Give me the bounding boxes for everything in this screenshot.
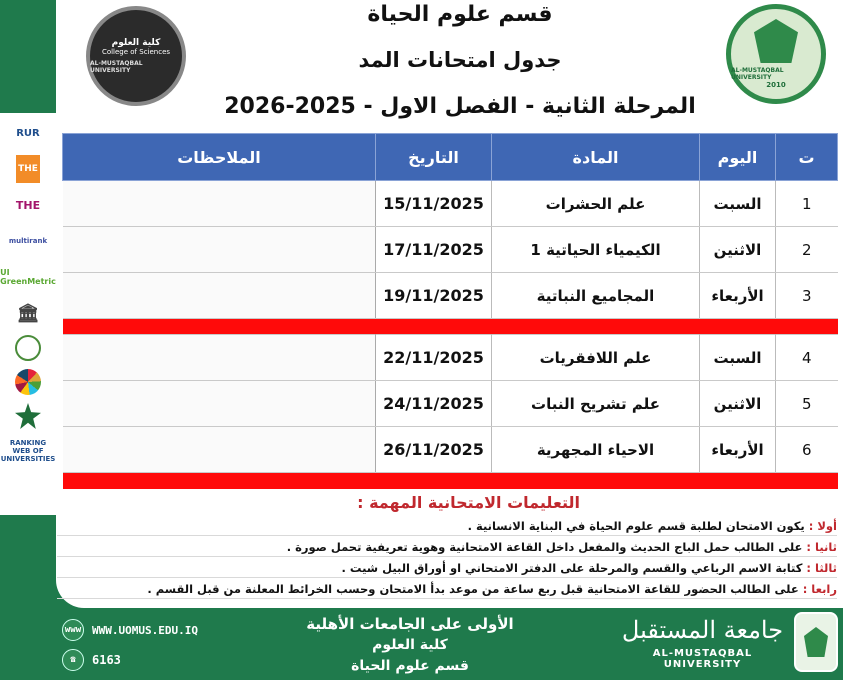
- row-num: 5: [776, 381, 838, 427]
- row-notes: [63, 335, 376, 381]
- instruction-text: كتابة الاسم الرباعي والقسم والمرحلة على الدفتر الامتحاني او أوراق البيل شيت .: [341, 561, 803, 575]
- seal-emblem-icon: [754, 19, 798, 63]
- greenmetric-logo: UI GreenMetric: [0, 268, 56, 286]
- row-subject: الاحياء المجهرية: [492, 427, 700, 473]
- ranking-web-logo: RANKING WEB OF UNIVERSITIES: [0, 439, 56, 463]
- wreath-logo-icon: [15, 335, 41, 361]
- header-day: اليوم: [700, 134, 776, 181]
- phone-text: 6163: [92, 653, 121, 667]
- row-day: الأربعاء: [700, 427, 776, 473]
- rur-logo: RUR: [16, 127, 40, 139]
- sdg-wheel-icon: [15, 369, 41, 395]
- instruction-item: [57, 517, 837, 536]
- row-subject: علم تشريح النبات: [492, 381, 700, 427]
- logo-right-ring: AL-MUSTAQBAL UNIVERSITY: [731, 67, 784, 81]
- website-text: WWW.UOMUS.EDU.IQ: [92, 623, 198, 637]
- row-num: 3: [776, 273, 838, 319]
- logo-left-ring: AL-MUSTAQBAL UNIVERSITY: [90, 60, 143, 74]
- row-day: السبت: [700, 181, 776, 227]
- globe-icon: www: [62, 619, 84, 641]
- row-subject: علم الحشرات: [492, 181, 700, 227]
- phone-icon: ☎: [62, 649, 84, 671]
- the-logo: THE: [16, 155, 40, 183]
- footer-motto: الأولى على الجامعات الأهلية: [306, 615, 514, 633]
- row-notes: [63, 181, 376, 227]
- table-header-row: [63, 134, 838, 181]
- brand-english: AL-MUSTAQBAL UNIVERSITY: [652, 648, 753, 670]
- row-date: 15/11/2025: [376, 181, 492, 227]
- separator-cell: [63, 473, 838, 489]
- week-separator-bar: [63, 473, 838, 489]
- row-subject: الكيمياء الحياتية 1: [492, 227, 700, 273]
- header-notes: الملاحظات: [63, 134, 376, 181]
- instruction-text: على الطالب الحضور للقاعة الامتحانية قبل ربع ساعة من موعد بدأ الامتحان وحسب الخرائط المعلنة من قبل القسم .: [147, 582, 799, 596]
- row-notes: [63, 227, 376, 273]
- header-subject: المادة: [492, 134, 700, 181]
- footer-website: [62, 618, 198, 642]
- header-num: ت: [776, 134, 838, 181]
- brand-arabic: جامعة المستقبل: [621, 616, 784, 644]
- instruction-lead: أولا :: [808, 519, 837, 533]
- footer-center-text: [280, 614, 540, 677]
- instruction-text: يكون الامتحان لطلبة قسم علوم الحياة في البناية الانسانية .: [467, 519, 805, 533]
- footer-brand: [615, 612, 790, 670]
- footer-college: كلية العلوم: [372, 637, 448, 653]
- logo-left-line2: College of Sciences: [101, 48, 171, 56]
- row-day: الاثنين: [700, 227, 776, 273]
- row-date: 22/11/2025: [376, 335, 492, 381]
- footer-phone: [62, 648, 121, 672]
- university-seal-logo: [726, 4, 826, 104]
- arab-federation-logo-icon: [15, 403, 41, 429]
- department-title: قسم علوم الحياة: [367, 2, 553, 27]
- stage-semester-title: المرحلة الثانية - الفصل الاول - 2025-2026: [224, 94, 696, 119]
- table-row: [63, 181, 838, 227]
- row-num: 6: [776, 427, 838, 473]
- week-separator-bar: [63, 319, 838, 335]
- row-day: الأربعاء: [700, 273, 776, 319]
- footer-department: قسم علوم الحياة: [351, 658, 469, 674]
- multirank-logo: multirank: [8, 237, 48, 245]
- row-day: السبت: [700, 335, 776, 381]
- pillar-icon: 🏛: [16, 302, 40, 324]
- footer-seal-emblem-icon: [804, 627, 828, 657]
- footer-seal-logo: [794, 612, 838, 672]
- exam-schedule-table: [62, 133, 838, 489]
- table-row: [63, 335, 838, 381]
- row-notes: [63, 273, 376, 319]
- the-impact-logo: THE: [15, 198, 41, 212]
- table-row: [63, 381, 838, 427]
- rankings-sidebar: [0, 113, 56, 515]
- row-num: 1: [776, 181, 838, 227]
- instruction-lead: رابعا :: [802, 582, 837, 596]
- instruction-text: على الطالب حمل الباج الحديث والمفعل داخل القاعة الامتحانية وهوية تعريفية تحمل صورة .: [286, 540, 803, 554]
- instruction-item: [57, 580, 837, 599]
- row-num: 2: [776, 227, 838, 273]
- logo-right-year: 2010: [766, 81, 786, 89]
- row-date: 24/11/2025: [376, 381, 492, 427]
- instructions-title: التعليمات الامتحانية المهمة :: [357, 493, 580, 512]
- table-row: [63, 227, 838, 273]
- row-date: 17/11/2025: [376, 227, 492, 273]
- row-subject: علم اللافقريات: [492, 335, 700, 381]
- header-date: التاريخ: [376, 134, 492, 181]
- separator-cell: [63, 319, 838, 335]
- instruction-item: [57, 538, 837, 557]
- instruction-lead: ثالثا :: [806, 561, 837, 575]
- row-day: الاثنين: [700, 381, 776, 427]
- row-date: 19/11/2025: [376, 273, 492, 319]
- row-subject: المجاميع النباتية: [492, 273, 700, 319]
- instruction-item: [57, 559, 837, 578]
- logo-left-line1: كلية العلوم: [111, 38, 161, 48]
- row-num: 4: [776, 335, 838, 381]
- row-notes: [63, 381, 376, 427]
- row-notes: [63, 427, 376, 473]
- schedule-title: جدول امتحانات المد: [358, 48, 562, 72]
- instruction-lead: ثانيا :: [806, 540, 837, 554]
- table-row: [63, 273, 838, 319]
- college-of-sciences-logo: [86, 6, 186, 106]
- table-row: [63, 427, 838, 473]
- row-date: 26/11/2025: [376, 427, 492, 473]
